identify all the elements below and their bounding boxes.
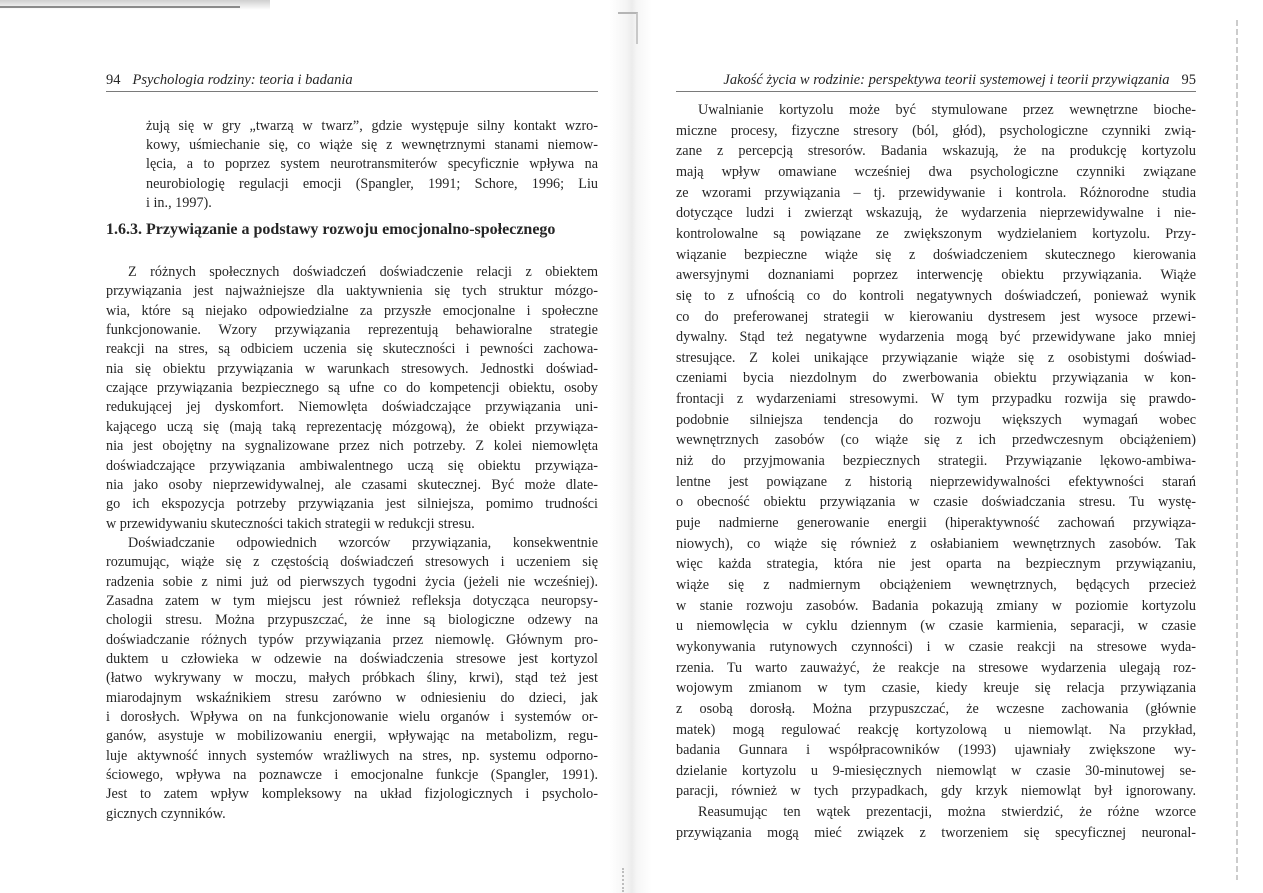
text-line: wiązanie bezpieczne wiąże się z doświadczeniem skutecznego kierowania — [676, 246, 1196, 263]
text-line: Z różnych społecznych doświadczeń doświadczenie relacji z obiektem — [128, 264, 598, 280]
text-line: kowy, uśmiechanie się, co wiąże się z wewnętrznymi stanami niemow- — [146, 137, 598, 154]
right-page — [652, 0, 1237, 893]
text-line: puje nadmierne generowanie energii (hiperaktywność zachowań przywiąza- — [676, 515, 1196, 531]
text-line: miarodajnym wskaźnikiem stresu zarówno w odniesieniu do dzieci, jak — [106, 689, 598, 706]
text-line: miczne procesy, fizyczne stresory (ból, głód), psychologiczne czynniki zwią- — [676, 122, 1196, 139]
text-line: niowych), co wiąże się również z osłabianiem wewnętrznych zasobów. Tak — [676, 535, 1196, 552]
text-line: Uwalnianie kortyzolu może być stymulowane przez wewnętrzne bioche- — [698, 102, 1196, 118]
text-line: przywiązania mogą mieć związek z tworzeniem się specyficznej neuronal- — [676, 824, 1196, 841]
text-line: reakcji na stres, są odbiciem uczenia się skuteczności i pewności zachowa- — [106, 341, 598, 358]
gutter-mark-bottom — [622, 868, 638, 892]
text-line: z osobą dorosłą. Można przypuszczać, że wczesne zachowania (głównie — [676, 700, 1196, 717]
text-line: wia, które są niejako odpowiedzialne za przyszłe emocjonalne i społeczne — [106, 302, 598, 319]
text-line: ganów, asystuje w mobilizowaniu energii, wpływając na metabolizm, regu- — [106, 728, 598, 745]
text-line: frontacji z wydarzeniami stresowymi. W tym przypadku rozwija się prawdo- — [676, 391, 1196, 408]
text-line: podobnie silniejsza tendencja do rozwoju większych wymagań wobec — [676, 411, 1196, 428]
text-line: kontrolowalne są powiązane ze zwiększonym wydzielaniem kortyzolu. Przy- — [676, 225, 1196, 242]
text-line: nia jest obojętny na sygnalizowane przez nich potrzeby. Z kolei niemowlęta — [106, 438, 598, 455]
text-line: niż do przyjmowania bezpiecznych strategii. Przywiązanie lękowo-ambiwa- — [676, 453, 1196, 470]
text-line: Reasumując ten wątek prezentacji, można stwierdzić, że różne wzorce — [698, 804, 1196, 821]
text-line: chologii stresu. Można przypuszczać, że inne są biologiczne odzewy na — [106, 612, 598, 629]
text-line: u niemowlęcia w cyklu dziennym (w czasie karmienia, separacji, w czasie — [676, 618, 1196, 635]
text-line: gicznych czynników. — [106, 805, 226, 822]
text-line: Zasadna zatem w tym miejscu jest również refleksja dotycząca neuropsy- — [106, 592, 598, 609]
text-line: neurobiologię regulacji emocji (Spangler, 1991; Schore, 1996; Liu — [146, 175, 598, 192]
text-line: Jest to zatem wpływ kompleksowy na układ fizjologicznych i psycholo- — [106, 786, 598, 803]
text-line: czające przywiązania bezpiecznego są ufne co do kompetencji obiektu, osoby — [106, 380, 598, 397]
text-line: przywiązania jest najważniejsze dla uaktywnienia się tych struktur mózgo- — [106, 283, 598, 300]
page-number: 95 — [1181, 72, 1196, 88]
text-line: luje aktywność innych systemów wrażliwych na stres, np. systemu odporno- — [106, 747, 598, 764]
text-line: awersyjnymi doznaniami poprzez interwencję obiektu przywiązania. Wiąże — [676, 267, 1196, 284]
book-gutter — [610, 0, 652, 893]
text-line: mają wpływ omawiane wcześniej dwa psychologiczne czynniki związane — [676, 163, 1196, 180]
text-line: o obecność obiektu przywiązania w czasie doświadczania stresu. Tu wystę- — [676, 494, 1196, 511]
text-line: żują się w gry „twarzą w twarz”, gdzie występuje silny kontakt wzro- — [146, 118, 598, 134]
text-line: zane z percepcją stresorów. Badania wskazują, że na produkcję kortyzolu — [676, 143, 1196, 160]
text-line: doświadczające przywiązania ambiwalentnego uczą się obiektu przywiąza- — [106, 457, 598, 474]
text-line: wewnętrznych zasobów (co wiąże się z ich przedwczesnym obciążeniem) — [676, 432, 1196, 449]
text-line: wiąże się z nadmiernym obciążeniem wewnętrznych, będących przecież — [676, 576, 1196, 593]
text-line: funkcjonowanie. Wzory przywiązania reprezentują behawioralne strategie — [106, 322, 598, 339]
text-line: dotyczące ludzi i zwierząt wskazują, że wydarzenia nieprzewidywalne i nie- — [676, 205, 1196, 222]
text-line: co do preferowanej strategii w kierowaniu dystresem jest wysoce przewi- — [676, 308, 1196, 325]
text-line: nia jako osoby nieprzewidywalnej, ale czasami skutecznej. Być może dlate- — [106, 476, 598, 493]
text-line: (łatwo wykrywany w moczu, małych próbkach śliny, krwi), stąd też jest — [106, 670, 598, 687]
text-line: ze wzorami przywiązania – tj. przewidywanie i kontrola. Różnorodne studia — [676, 184, 1196, 201]
running-title: Jakość życia w rodzinie: perspektywa teorii systemowej i teorii przywiązania — [723, 72, 1170, 88]
text-line: stresujące. Z kolei unikające przywiązanie wiąże się z osobistymi doświad- — [676, 349, 1196, 366]
text-line: dywalny. Stąd też negatywne wydarzenia mogą być przewidywane jako mniej — [676, 329, 1196, 346]
text-line: doświadczanie różnych typów przywiązania przez niemowlę. Głównym pro- — [106, 631, 598, 648]
text-line: i dorosłych. Wpływa on na funkcjonowanie wielu organów i systemów or- — [106, 709, 598, 726]
text-line: dzielanie kortyzolu u 9-miesięcznych niemowląt w czasie 30-minutowej se- — [676, 762, 1196, 779]
text-line: wojowym zmianom w tym czasie, kiedy kreuje się relacja przywiązania — [676, 680, 1196, 697]
text-line: Doświadczanie odpowiednich wzorców przywiązania, konsekwentnie — [128, 534, 598, 551]
text-line: rzenia. Tu warto zauważyć, że reakcje na stresowe wydarzenia ulegają roz- — [676, 659, 1196, 676]
text-line: więc każda strategia, która nie jest oparta na bezpiecznym przywiązaniu, — [676, 556, 1196, 573]
running-header-right — [676, 72, 1196, 89]
header-rule — [676, 91, 1196, 92]
gutter-mark-top — [618, 12, 638, 44]
text-line: rozumując, wiąże się z częstością doświadczeń stresowych i uczeniem się — [106, 554, 598, 571]
text-line: i in., 1997). — [146, 194, 212, 211]
running-header-left — [106, 72, 606, 89]
text-line: paracji, również w tych przypadkach, gdy krzyk niemowląt był ignorowany. — [676, 783, 1196, 800]
text-line: w stanie rozwoju zasobów. Badania pokazują zmiany w poziomie kortyzolu — [676, 597, 1196, 614]
text-line: nia się obiektu przywiązania w warunkach stresowych. Jednostki doświad- — [106, 360, 598, 377]
text-line: kającego uczą się (mają taką reprezentację mózgową), że obiekt przywiąza- — [106, 418, 598, 435]
section-heading: 1.6.3. Przywiązanie a podstawy rozwoju emocjonalno-społecznego — [106, 221, 556, 238]
text-line: wykonywania rutynowych czynności) i w czasie reakcji na stresowe wyda- — [676, 638, 1196, 655]
text-line: redukującej jej dyskomfort. Niemowlęta doświadczające przywiązania uni- — [106, 399, 598, 416]
text-line: go ich ekspozycja potrzeby przywiązania jest silniejsza, pomimo trudności — [106, 496, 598, 513]
text-line: radzenia sobie z nimi już od pierwszych tygodni życia (jeżeli nie wcześniej). — [106, 573, 598, 590]
text-line: w przewidywaniu skuteczności takich strategii w redukcji stresu. — [106, 515, 475, 532]
header-rule — [106, 91, 598, 92]
text-line: matek) mogą regulować reakcję kortyzolową u niemowląt. Na przykład, — [676, 721, 1196, 738]
text-line: ściowego, wpływa na poznawcze i emocjonalne funkcje (Spangler, 1991). — [106, 767, 598, 784]
text-line: lentne jest powiązane z historią nieprzewidywalności efektywności starań — [676, 473, 1196, 490]
left-page — [0, 0, 610, 893]
text-line: duktem u człowieka w odzewie na doświadczenia stresowe jest kortyzol — [106, 651, 598, 667]
page-number: 94 — [106, 72, 121, 88]
text-line: lęcia, a to poprzez system neurotransmiterów specyficznie wpływa na — [146, 156, 598, 173]
text-line: badania Gunnara i współpracowników (1993) ujawniały zwiększone wy- — [676, 742, 1196, 759]
text-line: czeniami bycia niezdolnym do zwerbowania obiektu przywiązania w kon- — [676, 370, 1196, 387]
text-line: się to z ufnością co do kontroli negatywnych doświadczeń, ponieważ wynik — [676, 287, 1196, 304]
running-title: Psychologia rodziny: teoria i badania — [132, 72, 353, 88]
